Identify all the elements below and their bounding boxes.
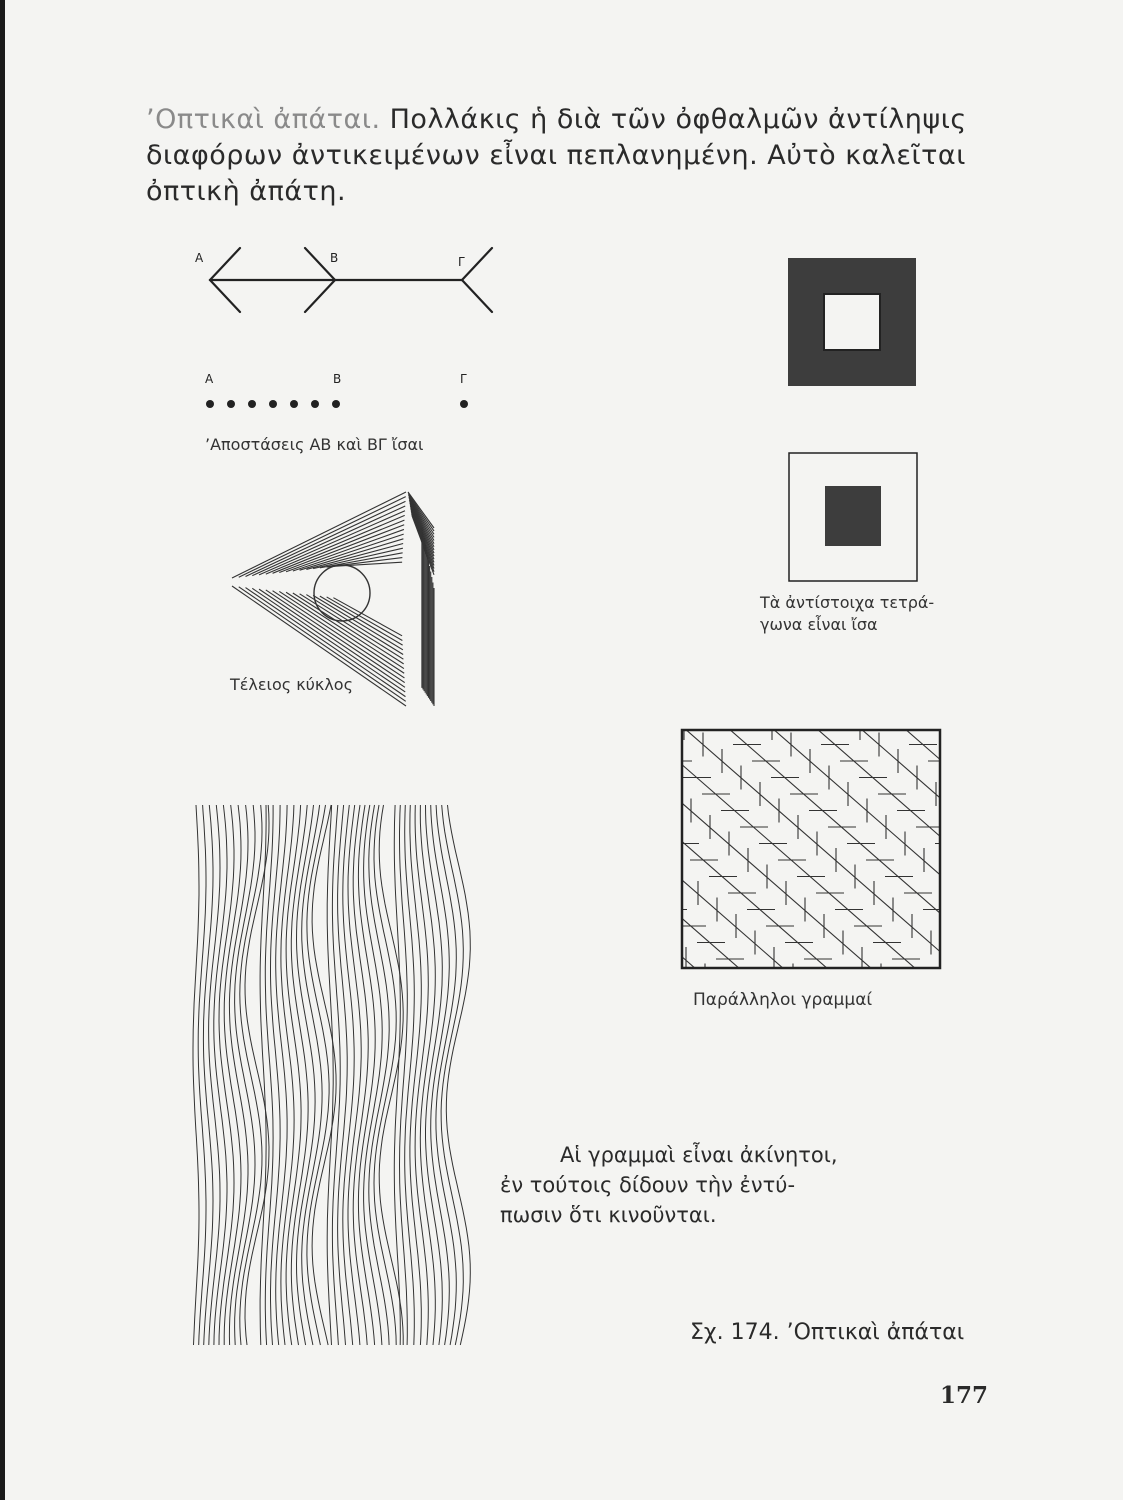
figure-caption: Σχ. 174. ’Οπτικαὶ ἀπάται	[690, 1320, 965, 1345]
wavy-text-line2: ἐν τούτοις δίδουν τὴν ἐντύ-	[500, 1173, 796, 1197]
parallel-lines-figure	[680, 728, 942, 970]
wavy-lines-figure	[192, 805, 468, 1350]
label-g-top: Γ	[458, 255, 465, 269]
muller-lyer-caption: ’Αποστάσεις ΑΒ καὶ ΒΓ ἴσαι	[205, 435, 424, 454]
dot-row	[206, 400, 468, 408]
book-spine-edge	[0, 0, 5, 1500]
squares-caption	[760, 592, 934, 636]
wavy-lines-text	[500, 1140, 860, 1230]
wavy-text-line3: πωσιν ὅτι κινοῦνται.	[500, 1203, 717, 1227]
intro-heading: ’Οπτικαὶ ἀπάται.	[146, 104, 381, 135]
label-b-bottom: Β	[333, 372, 342, 386]
label-a-bottom: Α	[205, 372, 214, 386]
label-b-top: Β	[330, 251, 339, 265]
squares-caption-line1: Τὰ ἀντίστοιχα τετρά-	[760, 593, 935, 612]
intro-paragraph	[146, 102, 996, 210]
circle-illusion-caption: Τέλειος κύκλος	[230, 675, 353, 694]
muller-lyer-figure	[190, 240, 510, 415]
page-number: 177	[940, 1382, 989, 1409]
intro-body: Πολλάκις ἡ διὰ τῶν ὀφθαλμῶν ἀντίληψις διαφόρων ἀντικειμένων εἶναι πεπλανημένη. Αὐτὸ καλεῖται ὀπτικὴ ἀπάτη.	[146, 104, 967, 207]
label-g-bottom: Γ	[460, 372, 467, 386]
wavy-text-line1: Αἱ γραμμαὶ εἶναι ἀκίνητοι,	[560, 1143, 838, 1167]
parallel-lines-caption: Παράλληλοι γραμμαί	[693, 990, 873, 1010]
squares-caption-line2: γωνα εἶναι ἴσα	[760, 615, 878, 634]
dark-square-figure	[788, 258, 916, 386]
light-square-figure	[788, 452, 918, 582]
label-a-top: Α	[195, 251, 204, 265]
